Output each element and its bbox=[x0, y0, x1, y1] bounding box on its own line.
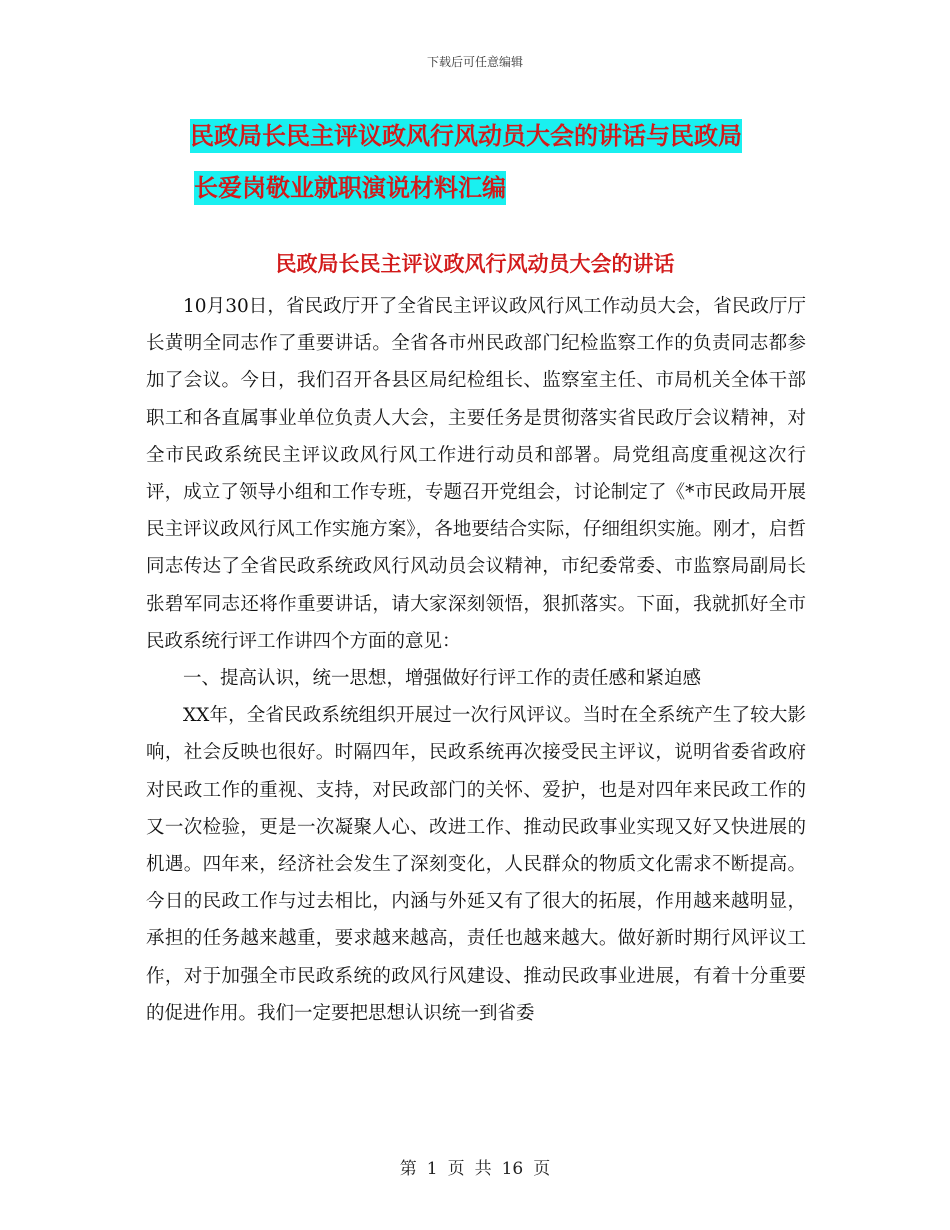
paragraph: XX年，全省民政系统组织开展过一次行风评议。当时在全系统产生了较大影响，社会反映也很好。时隔四年，民政系统再次接受民主评议，说明省委省政府对民政工作的重视、支持，对民政部门的关怀、爱护，也是对四年来民政工作的又一次检验，更是一次凝聚人心、改进工作、推动民政事业实现又好又快进展的机遇。四年来，经济社会发生了深刻变化，人民群众的物质文化需求不断提高。今日的民政工作与过去相比，内涵与外延又有了很大的拓展，作用越来越明显，承担的任务越来越重，要求越来越高，责任也越来越大。做好新时期行风评议工作，对于加强全市民政系统的政风行风建设、推动民政事业进展，有着十分重要的促进作用。我们一定要把思想认识统一到省委 bbox=[146, 705, 806, 1024]
paragraph: 10月30日，省民政厅开了全省民主评议政风行风工作动员大会，省民政厅厅长黄明全同志作了重要讲话。全省各市州民政部门纪检监察工作的负责同志都参加了会议。今日，我们召开各县区局纪检组长、监察室主任、市局机关全体干部职工和各直属事业单位负责人大会，主要任务是贯彻落实省民政厅会议精神，对全市民政系统民主评议政风行风工作进行动员和部署。局党组高度重视这次行评，成立了领导小组和工作专班，专题召开党组会，讨论制定了《*市民政局开展民主评议政风行风工作实施方案》，各地要结合实际，仔细组织实施。刚才，启哲同志传达了全省民政系统政风行风动员会议精神，市纪委常委、市监察局副局长张碧军同志还将作重要讲话，请大家深刻领悟，狠抓落实。下面，我就抓好全市民政系统行评工作讲四个方面的意见： bbox=[146, 296, 806, 652]
paragraph-heading: 一、提高认识，统一思想，增强做好行评工作的责任感和紧迫感 bbox=[183, 668, 702, 690]
title-line-1: 民政局长民主评议政风行风动员大会的讲话与民政局 bbox=[190, 119, 742, 153]
page-total: 16 bbox=[501, 1159, 524, 1179]
header-note: 下载后可任意编辑 bbox=[426, 55, 523, 69]
section-title: 民政局长民主评议政风行风动员大会的讲话 bbox=[275, 252, 675, 276]
title-line-2: 长爱岗敬业就职演说材料汇编 bbox=[194, 171, 506, 205]
document-body bbox=[146, 288, 806, 1032]
page-footer bbox=[0, 1154, 950, 1179]
footer-total-label: 共 bbox=[474, 1159, 492, 1179]
footer-prefix: 第 bbox=[399, 1159, 417, 1179]
footer-suffix: 页 bbox=[533, 1159, 551, 1179]
footer-mid: 页 bbox=[447, 1159, 465, 1179]
document-title bbox=[190, 110, 830, 214]
page-number: 1 bbox=[426, 1159, 438, 1179]
